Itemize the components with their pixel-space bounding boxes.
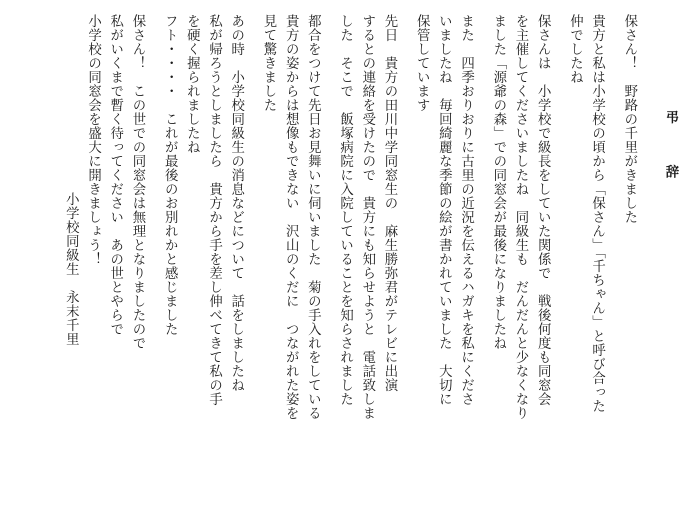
paragraph-gap [247, 14, 257, 434]
paragraph-gap [553, 14, 563, 434]
letter-line: 貴方の姿からは想像もできない 沢山のくだに つながれた姿を [283, 14, 299, 420]
letter-line: 貴方と私は小学校の頃から「保さん」「千ちゃん」と呼び合った [589, 14, 605, 414]
paragraph-gap [477, 14, 487, 434]
letter-line: ました「源爺の森」での同窓会が最後になりましたね [490, 14, 506, 350]
letter-line: いましたね 毎回綺麗な季節の絵が書かれていました 大切に [436, 14, 452, 406]
letter-line: 仲でしたね [567, 14, 583, 84]
letter-line: した そこで 飯塚病院に入院していることを知らされました [337, 14, 353, 406]
letter-line: 私が帰ろうとしましたら 貴方から手を差し伸べてきて私の手 [206, 14, 222, 406]
signature: 小学校同級生 永末千里 [63, 192, 79, 346]
letter-line: を硬く握られましたね [184, 14, 200, 154]
letter-line: 小学校の同窓会を盛大に開きましょう！ [85, 14, 101, 266]
paragraph-gap [608, 14, 618, 434]
letter-line: 見て驚きました [260, 14, 276, 112]
letter-line: を主催してくださいましたね 同級生も だんだんと少なくなり [512, 14, 528, 420]
paragraph-gap [400, 14, 410, 434]
letter-line: 保さんは 小学校で級長をしていた関係で 戦後何度も同窓会 [535, 14, 551, 406]
letter-line: 私がいくまで暫く待ってください あの世とやらで [107, 14, 123, 336]
letter-line: するとの連絡を受けたので 貴方にも知らせようと 電話致しま [359, 14, 375, 420]
letter-line: 都合をつけて先日お見舞いに伺いました 菊の手入れをしている [305, 14, 321, 420]
letter-line: 保さん！ この世での同窓会は無理となりましたので [129, 14, 145, 350]
letter-line: また 四季おりおりに古里の近況を伝えるハガキを私にくださ [458, 14, 474, 406]
letter-line: フト・・・・ これが最後のお別れかと感じました [162, 14, 178, 336]
condolence-letter [59, 14, 682, 434]
paragraph-gap [148, 14, 158, 434]
letter-line: 先日 貴方の田川中学同窓生の 麻生勝弥君がテレビに出演 [381, 14, 397, 392]
letter-line: 保管しています [414, 14, 430, 112]
letter-title: 弔 辞 [663, 110, 679, 193]
letter-line: あの時 小学校同級生の消息などについて 話をしましたね [228, 14, 244, 392]
paragraph-gap [323, 14, 333, 434]
letter-line: 保さん！ 野路の千里がきました [621, 14, 637, 224]
